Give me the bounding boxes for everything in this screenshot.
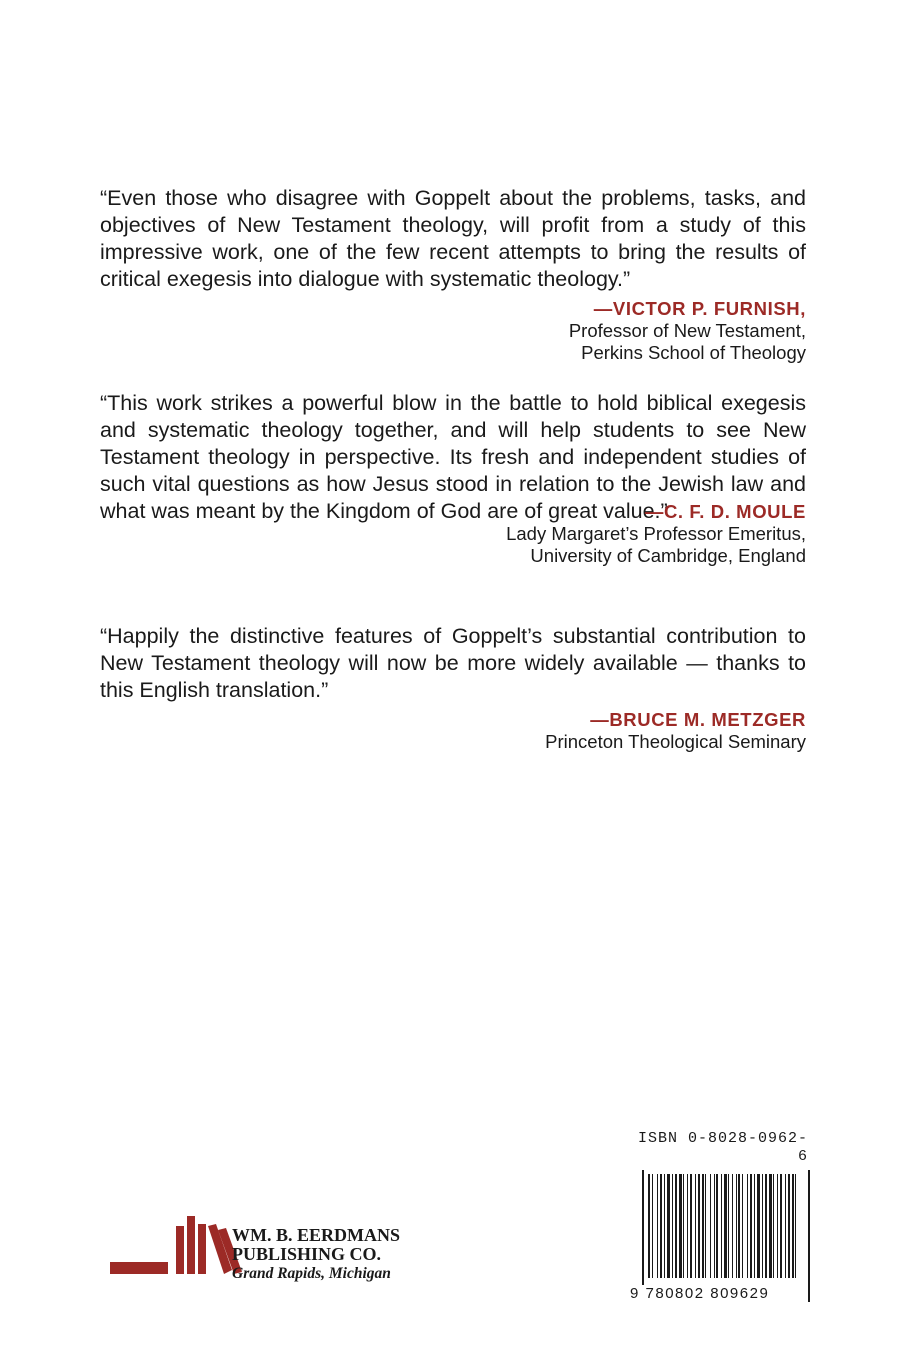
publisher-city: Grand Rapids, Michigan bbox=[232, 1265, 391, 1282]
quote-furnish bbox=[100, 185, 806, 364]
attribution-name: —C. F. D. MOULE bbox=[644, 501, 806, 522]
barcode-number: 9 780802 809629 bbox=[630, 1285, 770, 1302]
publisher-line1: WM. B. EERDMANS bbox=[232, 1225, 401, 1245]
quote-text: “Happily the distinctive features of Goppelt’s substantial contribution to New Testament theology will now be more widely available — thanks to this English translation.” bbox=[100, 624, 806, 702]
barcode-area bbox=[630, 1130, 808, 1302]
attribution-name: —BRUCE M. METZGER bbox=[590, 709, 806, 730]
quote-metzger bbox=[100, 623, 806, 753]
attribution-affiliation: Perkins School of Theology bbox=[581, 342, 806, 363]
barcode bbox=[630, 1170, 810, 1302]
attribution-affiliation: Princeton Theological Seminary bbox=[545, 731, 806, 752]
isbn-label: ISBN 0-8028-0962-6 bbox=[637, 1130, 808, 1165]
publisher-line2: PUBLISHING CO. bbox=[232, 1244, 382, 1264]
quote-text: “This work strikes a powerful blow in the battle to hold biblical exegesis and systematic theology together, and will help students to see New Testament theology in perspective. Its fresh and independent studies of such vital questions as how Jesus stood in relation to the Jewish law and what was meant by the Kingdom of God are of great value.” bbox=[100, 391, 806, 523]
quote-text: “Even those who disagree with Goppelt about the problems, tasks, and objectives of New Testament theology, will profit from a study of this impressive work, one of the few recent attempts to bring the results of critical exegesis into dialogue with systematic theology.” bbox=[100, 186, 806, 291]
attribution bbox=[100, 709, 806, 753]
attribution-title: Lady Margaret’s Professor Emeritus, bbox=[506, 523, 806, 544]
publisher-imprint bbox=[110, 1212, 440, 1284]
attribution bbox=[100, 298, 806, 364]
publisher-name bbox=[232, 1226, 400, 1283]
barcode-bars-icon bbox=[648, 1174, 804, 1294]
quote-moule bbox=[100, 390, 806, 567]
attribution-title: Professor of New Testament, bbox=[568, 320, 806, 341]
attribution-name: —VICTOR P. FURNISH, bbox=[593, 298, 806, 319]
attribution-affiliation: University of Cambridge, England bbox=[530, 545, 806, 566]
